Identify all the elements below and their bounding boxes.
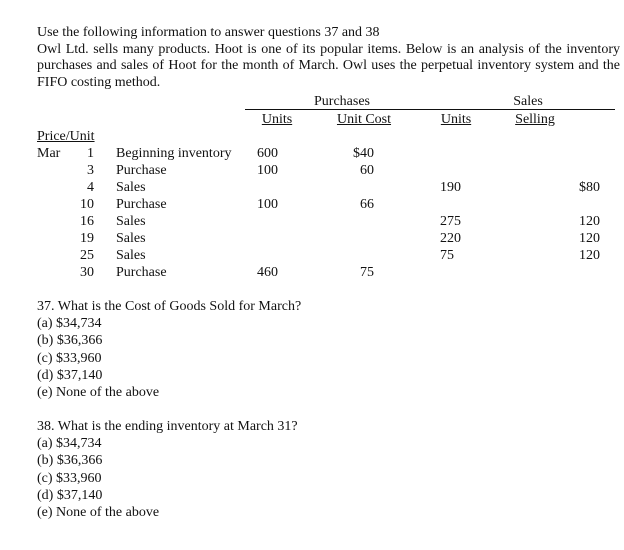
row-day: 19 (80, 231, 94, 246)
row-day: 30 (80, 265, 94, 280)
option-b: (b) $36,366 (37, 333, 103, 349)
option-d: (d) $37,140 (37, 487, 103, 503)
purchases-header: Purchases (314, 94, 370, 109)
sales-header: Sales (513, 94, 543, 109)
option-a: (a) $34,734 (37, 316, 102, 332)
row-unit-cost: 66 (360, 197, 374, 212)
row-day: 1 (87, 146, 94, 161)
intro-line-1: Use the following information to answer questions 37 and 38 (37, 25, 380, 40)
intro-paragraph: Owl Ltd. sells many products. Hoot is one of its popular items. Below is an analysis of the inventory purchases and sales of Hoot for the month of March. Owl uses the perpetual inventory system and the FIFO costing method. (37, 41, 620, 90)
row-selling-price: 120 (579, 231, 600, 246)
row-selling-price: 120 (579, 248, 600, 263)
row-sales-units: 75 (440, 248, 454, 263)
option-c: (c) $33,960 (37, 470, 102, 486)
row-unit-cost: 75 (360, 265, 374, 280)
row-description: Sales (116, 180, 146, 195)
intro-text (37, 25, 620, 91)
row-unit-cost: 60 (360, 163, 374, 178)
row-description: Beginning inventory (116, 146, 232, 161)
option-c: (c) $33,960 (37, 350, 102, 366)
row-sales-units: 275 (440, 214, 461, 229)
row-day: 10 (80, 197, 94, 212)
col-header-sales-units: Units (440, 112, 472, 127)
row-description: Sales (116, 248, 146, 263)
row-description: Sales (116, 231, 146, 246)
sales-header-rule (427, 109, 615, 110)
row-unit-cost: $40 (353, 146, 374, 161)
option-a: (a) $34,734 (37, 436, 102, 452)
option-e: (e) None of the above (37, 505, 160, 521)
option-b: (b) $36,366 (37, 453, 103, 469)
row-purchase-units: 100 (257, 163, 278, 178)
row-purchase-units: 460 (257, 265, 278, 280)
row-day: 3 (87, 163, 94, 178)
question-37 (37, 298, 301, 401)
row-selling-price: $80 (579, 180, 600, 195)
purchases-header-rule (245, 109, 439, 110)
price-unit-label: Price/Unit (37, 129, 95, 144)
row-day: 4 (87, 180, 94, 195)
question-prompt: 37. What is the Cost of Goods Sold for March? (37, 299, 302, 314)
option-d: (d) $37,140 (37, 367, 103, 383)
question-prompt: 38. What is the ending inventory at March 31? (37, 419, 298, 434)
row-sales-units: 190 (440, 180, 461, 195)
row-description: Purchase (116, 197, 167, 212)
month-label: Mar (37, 146, 61, 161)
row-day: 16 (80, 214, 94, 229)
row-description: Purchase (116, 163, 167, 178)
col-header-unit-cost: Unit Cost (336, 112, 392, 127)
row-description: Sales (116, 214, 146, 229)
row-day: 25 (80, 248, 94, 263)
row-purchase-units: 100 (257, 197, 278, 212)
row-purchase-units: 600 (257, 146, 278, 161)
row-sales-units: 220 (440, 231, 461, 246)
row-selling-price: 120 (579, 214, 600, 229)
option-e: (e) None of the above (37, 385, 160, 401)
col-header-units: Units (261, 112, 293, 127)
col-header-selling: Selling (515, 112, 555, 127)
question-38 (37, 418, 298, 521)
row-description: Purchase (116, 265, 167, 280)
